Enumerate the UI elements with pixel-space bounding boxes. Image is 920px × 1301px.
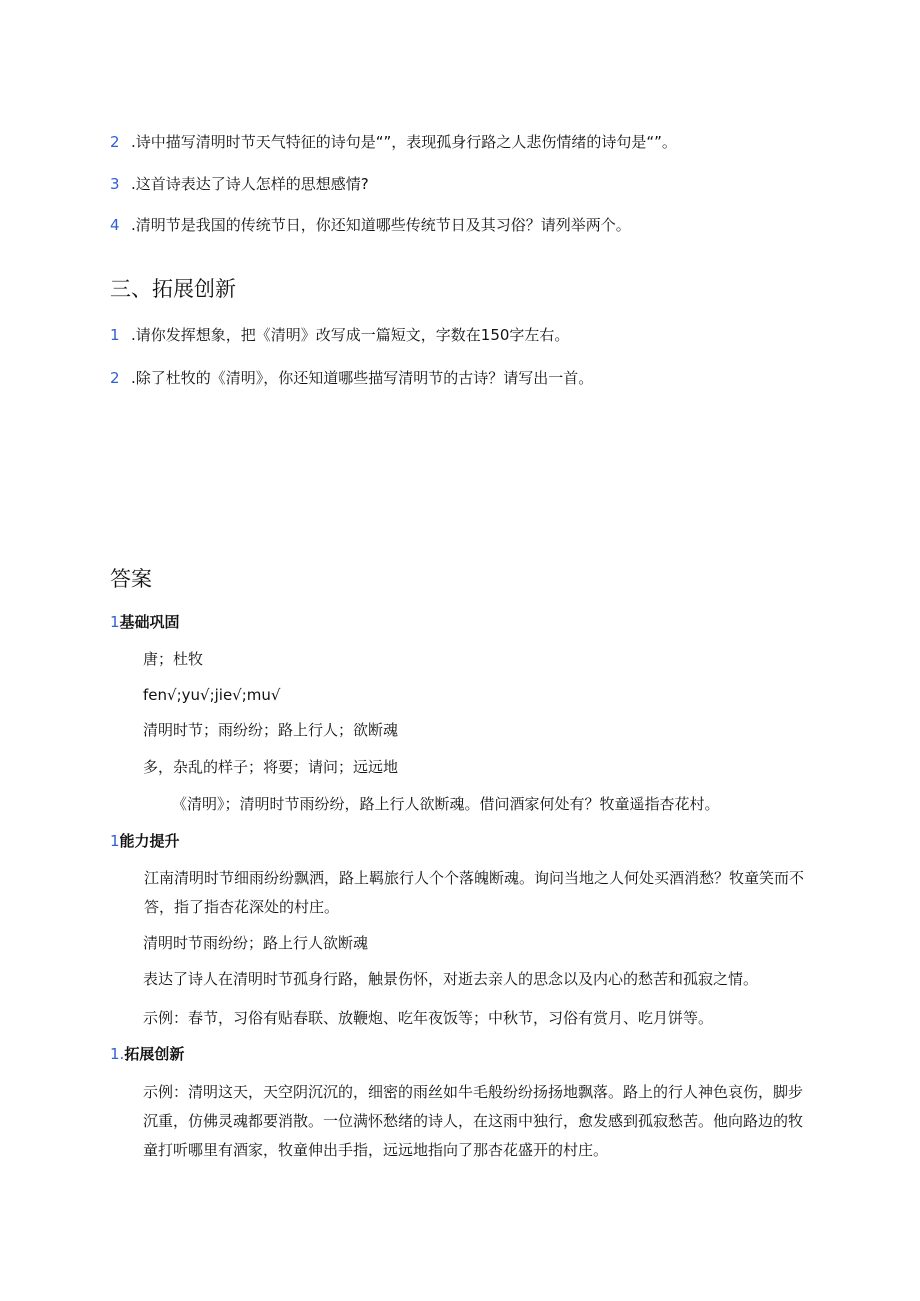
question-2 (110, 132, 677, 152)
question-number: 4 (110, 216, 120, 234)
answer-line: 表达了诗人在清明时节孤身行路，触景伤怀，对逝去亲人的思念以及内心的愁苦和孤寂之情。 (143, 970, 759, 988)
answer-paragraph-text: 示例：清明这天，天空阴沉沉的，细密的雨丝如牛毛般纷纷扬扬地飘落。路上的行人神色哀伤，脚步沉重，仿佛灵魂都要消散。一位满怀愁绪的诗人，在这雨中独行，愈发感到孤寂愁苦。他向路边的牧童打听哪里有酒家，牧童伸出手指，远远地指向了那杏花盛开的村庄。 (143, 1083, 804, 1159)
answers-ability-heading (110, 831, 180, 851)
section-number: 1 (110, 832, 120, 850)
question-number: 3 (110, 175, 120, 193)
section-heading: 能力提升 (119, 832, 180, 850)
question-text: .诗中描写清明时节天气特征的诗句是“”，表现孤身行路之人悲伤情绪的诗句是“”。 (131, 133, 677, 151)
answers-expand-heading (110, 1044, 184, 1064)
section-heading: 拓展创新 (124, 1045, 185, 1063)
question-4 (110, 215, 631, 235)
section-number: 1 (110, 613, 120, 631)
answer-line: 清明时节；雨纷纷；路上行人；欲断魂 (143, 721, 399, 739)
question-text: .这首诗表达了诗人怎样的思想感情? (131, 175, 369, 193)
question-number: 1 (110, 326, 120, 344)
answers-title: 答案 (110, 567, 152, 591)
section-3-title: 三、拓展创新 (110, 277, 236, 301)
answer-line: 多，杂乱的样子；将要；请问；远远地 (143, 758, 399, 776)
answer-paragraph (143, 864, 814, 922)
question-text: .请你发挥想象，把《清明》改写成一篇短文，字数在150字左右。 (131, 326, 570, 344)
section-3-question-2 (110, 368, 593, 388)
answer-line: 清明时节雨纷纷；路上行人欲断魂 (143, 934, 369, 952)
answers-basic-heading (110, 612, 180, 632)
answer-paragraph (143, 1078, 813, 1165)
section-number: 1. (110, 1045, 125, 1063)
question-3 (110, 174, 369, 194)
question-text: .清明节是我国的传统节日，你还知道哪些传统节日及其习俗？请列举两个。 (131, 216, 631, 234)
answer-line: 唐；杜牧 (143, 650, 204, 668)
answer-line: fen√;yu√;jie√;mu√ (143, 686, 281, 704)
section-heading: 基础巩固 (119, 613, 180, 631)
answer-line: 示例：春节，习俗有贴春联、放鞭炮、吃年夜饭等；中秋节，习俗有赏月、吃月饼等。 (143, 1009, 714, 1027)
answer-paragraph-text: 江南清明时节细雨纷纷飘洒，路上羁旅行人个个落魄断魂。询问当地之人何处买酒消愁？牧童笑而不答，指了指杏花深处的村庄。 (144, 869, 805, 916)
answer-line: 《清明》；清明时节雨纷纷，路上行人欲断魂。借问酒家何处有？牧童遥指杏花村。 (172, 795, 720, 813)
section-3-question-1 (110, 325, 569, 345)
question-number: 2 (110, 369, 120, 387)
question-text: .除了杜牧的《清明》，你还知道哪些描写清明节的古诗？请写出一首。 (131, 369, 594, 387)
question-number: 2 (110, 133, 120, 151)
